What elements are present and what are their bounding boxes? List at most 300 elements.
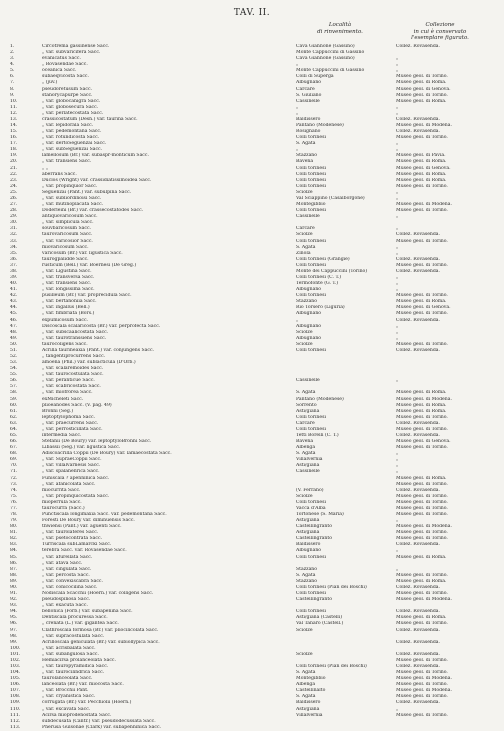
locality: Colli torinesi [296, 499, 326, 505]
species-name: „ var. transversa Sacc. [42, 274, 95, 280]
collection: Museo geol. di Modena. [396, 597, 452, 603]
figure-number: 53. [10, 360, 18, 366]
locality: Stazzano [296, 578, 318, 584]
species-name: „ var. subliordinoisi Sacc. [42, 195, 102, 201]
collection: „ [396, 469, 399, 475]
figure-number: 15. [10, 129, 18, 135]
species-name: antiquovaricosum Sacc. [42, 214, 98, 220]
figure-number: 69. [10, 457, 18, 463]
figure-number: 16. [10, 135, 18, 141]
species-name: „ Rovasendae Sacc. [42, 62, 88, 68]
species-name: expumicosum Sacc. [42, 317, 88, 323]
collection: Museo geol. di Roma. [396, 177, 447, 183]
species-name: „ var. transiens Sacc. [42, 281, 92, 287]
collection: Museo geol. di Torino. [396, 445, 448, 451]
locality: Cassinelle [296, 378, 320, 384]
species-name: intermedia Sacc. [42, 433, 82, 438]
collection: „ [396, 250, 399, 256]
figure-number: 59. [10, 396, 18, 402]
figure-number: 5. [10, 68, 15, 74]
locality: Villalvernia [296, 712, 323, 718]
figure-number: 40. [10, 281, 18, 287]
figure-number: 12. [10, 110, 18, 116]
species-name: Seguenzai (Pant.) var. subulpina Sacc. [42, 189, 132, 195]
figure-number: 83. [10, 542, 18, 548]
figure-number: 38. [10, 268, 18, 274]
collection: Museo geol. di Torino. [396, 712, 448, 718]
figure-number: 13. [10, 116, 18, 122]
collection: Museo geol. di Roma. [396, 98, 447, 104]
species-name: Bronni (Seg.) [42, 408, 74, 414]
locality: Pantano (Modenese) [296, 123, 344, 129]
locality: Sciolze [296, 329, 313, 335]
locality: Cassinelle [296, 98, 320, 104]
table-row [10, 725, 500, 731]
collection: Museo geol. di Torino. [396, 694, 448, 700]
figure-number: 97. [10, 627, 18, 633]
species-name: „ var. scalaremoides Sacc. [42, 366, 104, 372]
figure-number: 10. [10, 98, 18, 104]
collection: Museo geol. di Torino. [396, 238, 448, 244]
species-name: „ var. subSeguenzai Sacc. [42, 147, 103, 153]
locality: Sciolze [296, 232, 313, 238]
species-name: Turriscala subLamarcki Sacc. [42, 542, 112, 548]
collection: „ [396, 110, 399, 116]
figure-number: 65. [10, 433, 18, 438]
locality: „ [296, 147, 299, 153]
species-name: „ var. globosecura Sacc. [42, 104, 99, 110]
locality: Monte Cappuccini di Gassino [296, 68, 365, 74]
locality: Albugnano [296, 323, 322, 329]
collection: „ [396, 451, 399, 457]
species-name: „ var. varicosior Sacc. [42, 238, 93, 244]
locality: S. Agata [296, 694, 316, 700]
species-name: „ (juv.) [42, 80, 58, 86]
species-name: „ var. propinquicostata Sacc. [42, 493, 110, 499]
species-list [10, 44, 500, 731]
locality: Colli torinesi [296, 591, 326, 597]
species-name: „ var. percosta Sacc. [42, 572, 90, 578]
figure-number: 58. [10, 390, 18, 396]
figure-number: 45. [10, 311, 18, 317]
species-name: miocurrita Sacc. [42, 487, 81, 493]
collection: Museo geol. di Modena. [396, 524, 452, 530]
figure-number: 88. [10, 572, 18, 578]
locality: Zinola [296, 250, 311, 256]
species-name: exMicheleti Sacc. [42, 396, 84, 402]
locality: „ [296, 110, 299, 116]
locality: Rosignano [296, 129, 321, 135]
collection: Museo geol. di Roma. [396, 408, 447, 414]
species-name: evanicatus Sacc. [42, 56, 81, 62]
species-name: „ var. subscaalicostata Sacc. [42, 329, 109, 335]
figure-number: 93. [10, 603, 18, 609]
species-name: „ var. conicocilina Sacc. [42, 584, 98, 590]
species-name: „ var. cryanistica Sacc. [42, 694, 96, 700]
collection: Collez. Rovasenda. [396, 268, 441, 274]
figure-number: 109. [10, 700, 21, 706]
species-name: Funiscala ? apenninica Sacc. [42, 475, 110, 481]
collection: Museo geol. di Torino. [396, 293, 448, 299]
figure-number: 95. [10, 615, 18, 621]
locality: Asti/giana (Castelli) [296, 615, 343, 621]
locality: Colli torinesi [296, 238, 326, 244]
locality: Sciolze [296, 651, 313, 657]
species-name: „ var. taurotranssiens Sacc. [42, 335, 107, 341]
locality: Cassinelle [296, 469, 320, 475]
collection: Museo geol. di Torino. [396, 657, 448, 663]
figure-number: 60. [10, 402, 18, 408]
species-name: „ var. peranticue Sacc. [42, 378, 95, 384]
locality: Colli di Superga [296, 74, 334, 80]
species-name: „ var. taurocostulata Sacc. [42, 372, 104, 378]
collection: Museo geol. di Torino. [396, 572, 448, 578]
locality: Stazzano [296, 153, 318, 159]
figure-number: 72. [10, 475, 18, 481]
collection: „ [396, 287, 399, 293]
species-name: „ var. rotundicosta Sacc. [42, 135, 100, 141]
collection: „ [396, 335, 399, 341]
collection: „ [396, 329, 399, 335]
locality: Val Tanaro (Castell.) [296, 621, 344, 627]
figure-number: 105. [10, 676, 21, 682]
species-name: aberrans Sacc. [42, 171, 77, 177]
species-name: „ var. taurolateres Sacc. [42, 530, 99, 536]
figure-number: 103. [10, 663, 21, 669]
locality: Sciolze [296, 493, 313, 499]
locality: Colli torinesi [296, 165, 326, 171]
collection: Museo geol. di Torino. [396, 670, 448, 676]
locality: S. Giuliano [296, 92, 322, 98]
collection: Museo geol. di Torino. [396, 311, 448, 317]
species-name: Acirsa mioprodenostata Sacc. [42, 712, 112, 718]
locality: Colli torinesi [296, 135, 326, 141]
figure-number: 76. [10, 499, 18, 505]
figure-number: 52. [10, 353, 18, 359]
collection: Museo geol. di Torino. [396, 183, 448, 189]
locality: Carcare [296, 420, 315, 426]
figure-number: 29. [10, 214, 18, 220]
plate-title: TAV. II. [233, 8, 271, 18]
species-name: corrugata (Br.) var. Pecchiolii (Hoern.) [42, 700, 132, 706]
species-name: miovaricosum Sacc. [42, 244, 89, 250]
figure-number: 70. [10, 463, 18, 469]
species-name: Doderleini (Br.) var. crassecostatodes Sacc. [42, 208, 144, 214]
species-name: taurogpalidde Sacc. [42, 256, 89, 262]
species-name: souvbaricosum Sacc. [42, 226, 91, 232]
collection: Collez. Rovasenda. [396, 663, 441, 669]
locality: Colli torinesi [296, 609, 326, 615]
locality: Colli torinesi (Pian dei Boschi) [296, 663, 367, 669]
collection-header: Collezione in cui è conservato l'esemplare figurato. [411, 22, 469, 41]
locality: Sciolze [296, 189, 313, 195]
species-name: pseudospinosa Sacc. [42, 597, 91, 603]
locality: Colli torinesi [296, 347, 326, 353]
figure-number: 46. [10, 317, 18, 323]
locality: Stazzano [296, 299, 318, 305]
figure-number: 100. [10, 645, 21, 651]
collection: Museo geol. di Modena. [396, 123, 452, 129]
figure-number: 68. [10, 451, 18, 457]
species-name: subdecusata (Cantr.) var. pseudodecussata Sacc. [42, 718, 156, 724]
collection: Collez. Rovasenda. [396, 487, 441, 493]
species-name: Adiscoacrilla Coppii (De Boury) var. lamaecostata Sacc. [42, 451, 172, 457]
figure-number: 77. [10, 505, 18, 511]
locality: Castellinalto [296, 688, 326, 694]
locality: Val Sciappino (Casalborgone) [296, 195, 365, 201]
figure-number: 67. [10, 445, 18, 451]
locality: Baldissero [296, 542, 321, 548]
species-name: „ var. bertanoniia Sacc. [42, 299, 97, 305]
locality: Colli torinesi (Grangie) [296, 256, 350, 262]
locality: Baldissero [296, 116, 321, 122]
species-name: Stefanii (De Boury) var. leptoptyloBronni Sacc. [42, 439, 152, 445]
figure-number: 8. [10, 86, 15, 92]
species-name: Dentiscala procuressa Sacc. [42, 615, 108, 621]
locality: S. Agata [296, 572, 316, 578]
collection: Museo geol. di Torino. [396, 262, 448, 268]
species-name: „ var. convexiscabra Sacc. [42, 578, 103, 584]
species-name: „ var. subangulosa Sacc. [42, 651, 99, 657]
figure-number: 49. [10, 335, 18, 341]
figure-number: 62. [10, 414, 18, 420]
species-name: „ var. supracostulata Sacc. [42, 633, 105, 639]
collection: Museo geol. di Roma. [396, 171, 447, 177]
locality: Cava Giannone (Gassino) [296, 44, 355, 49]
collection: „ [396, 281, 399, 287]
figure-number: 110. [10, 706, 21, 712]
species-name: taurovaricosum Sacc. [42, 232, 93, 238]
locality: Sorrento [296, 402, 317, 408]
locality: Termofonte (G. T.) [296, 281, 339, 287]
species-name: Punctiscala longimaxia Sacc. var. pedemontana Sacc. [42, 512, 167, 518]
figure-number: 6. [10, 74, 15, 80]
locality: S. Agata [296, 390, 316, 396]
collection: Museo geol. di Torino. [396, 426, 448, 432]
figure-number: 101. [10, 651, 21, 657]
collection: Collez. Rovasenda. [396, 317, 441, 323]
collection: „ [396, 104, 399, 110]
locality: Tortonese (S. Maria) [296, 512, 344, 518]
figure-number: 35. [10, 250, 18, 256]
figure-number: 54. [10, 366, 18, 372]
collection: Collez. Rovasenda. [396, 433, 441, 438]
species-name: Pherusa Gulsonae (Clark) var. subapenninica Sacc. [42, 724, 161, 730]
locality: Colli torinesi (C. T.) [296, 274, 342, 280]
collection: Museo geol. di Torino. [396, 591, 448, 597]
species-name: „ var. transiens Sacc. [42, 159, 92, 165]
species-name: „ var. Brocchii Pant. [42, 688, 89, 694]
locality: Cava Giannone (Gassino) [296, 56, 355, 62]
locality: Colli torinesi [296, 262, 326, 268]
species-name: „ var. simplicula Sacc. [42, 220, 94, 226]
figure-number: 19. [10, 153, 18, 159]
species-name: lamellosum (Br.) var. subaspr-monticum Sacc. [42, 153, 149, 159]
figure-number: 98. [10, 633, 18, 639]
figure-number: 96. [10, 621, 18, 627]
locality: S. Agata [296, 670, 316, 676]
species-name: oceanica Sacc. [42, 68, 77, 74]
figure-number: 27. [10, 202, 18, 208]
figure-number: 78. [10, 512, 18, 518]
species-name: subaeqvicosta Sacc. [42, 74, 89, 80]
collection: „ [396, 566, 399, 572]
figure-number: 82. [10, 536, 18, 542]
species-name: „ var. villalvarnesis Sacc. [42, 463, 101, 469]
species-name: „ var. pedemontana Sacc. [42, 129, 102, 135]
collection: Collez. Rovasenda. [396, 256, 441, 262]
collection: „ [396, 195, 399, 201]
collection: Museo geol. di Roma. [396, 390, 447, 396]
locality: Villalvernia [296, 457, 323, 463]
collection: Museo geol. di Torino. [396, 512, 448, 518]
locality: Colli torinesi [296, 183, 326, 189]
collection: Collez. Rovasenda. [396, 44, 441, 49]
figure-number: 91. [10, 591, 18, 597]
figure-number: 26. [10, 195, 18, 201]
locality: Carcare [296, 86, 315, 92]
species-name: Duclos (Wright) var. crassidiatissimoidea Sacc. [42, 177, 152, 183]
species-name: „ var. acrisbalata Sacc. [42, 645, 96, 651]
species-name: „ var. ingallus (Bell.) [42, 305, 90, 311]
figure-number: 14. [10, 123, 18, 129]
locality: Albugnano [296, 287, 322, 293]
figure-number: 20. [10, 159, 18, 165]
species-name: Libassii (Seg.) var. ligustica Sacc. [42, 445, 121, 451]
locality: Albugnano [296, 335, 322, 341]
species-name: crassicostatum (Desh.) var. taurina Sacc. [42, 116, 138, 122]
locality: Montegibbio [296, 676, 326, 682]
figure-number: 89. [10, 578, 18, 584]
figure-number: 104. [10, 670, 21, 676]
collection: Museo geol. di Roma. [396, 615, 447, 621]
species-name: „ var. psetocontrata Sacc. [42, 536, 103, 542]
locality: Albenga [296, 445, 316, 451]
locality: Sciolze [296, 341, 313, 347]
locality: Albugnano [296, 311, 322, 317]
collection: „ [396, 323, 399, 329]
figure-number: 23. [10, 177, 18, 183]
figure-number: 50. [10, 341, 18, 347]
figure-number: 51. [10, 347, 18, 353]
species-name: „ var. afanicolata Sacc. [42, 481, 96, 487]
collection: Museo geol. di Genova. [396, 86, 451, 92]
figure-number: 63. [10, 420, 18, 426]
collection: Collez. Rovasenda. [396, 129, 441, 135]
species-name: „ var. subvaricifera Sacc. [42, 50, 101, 56]
collection: Collez. Rovasenda. [396, 700, 441, 706]
collection: Museo geol. di Torino. [396, 505, 448, 511]
locality: Pantano (Modenese) [296, 396, 344, 402]
collection: Museo geol. di Genova. [396, 305, 451, 311]
species-name: „ var. miofrorea Sacc. [42, 390, 93, 396]
collection: „ [396, 62, 399, 68]
locality: Albugnano [296, 80, 322, 86]
collection: Collez. Rovasenda. [396, 420, 441, 426]
figure-number: 81. [10, 530, 18, 536]
locality: S. Agata [296, 451, 316, 457]
species-name: taurocoligens Sacc. [42, 341, 88, 347]
collection: Museo geol. di Torino. [396, 493, 448, 499]
figure-number: 39. [10, 274, 18, 280]
species-name: „ var. taurocilindrica Sacc. [42, 670, 105, 676]
collection: Museo geol. di Modena. [396, 688, 452, 694]
collection: Museo geol. di Torino. [396, 530, 448, 536]
figure-number: 111. [10, 712, 21, 718]
collection: „ [396, 706, 399, 712]
figure-number: 37. [10, 262, 18, 268]
collection: Collez. Rovasenda. [396, 627, 441, 633]
figure-number: 48. [10, 329, 18, 335]
collection: Museo geol. di Torino. [396, 481, 448, 487]
locality: Monte dei Cappuccini (Torino) [296, 268, 368, 274]
locality: Baldissero [296, 700, 321, 706]
collection: „ [396, 141, 399, 147]
locality: Colli torinesi [296, 414, 326, 420]
collection: Museo geol. di Torino. [396, 208, 448, 214]
collection: „ [396, 274, 399, 280]
locality: Colli torinesi [296, 554, 326, 560]
figure-number: 33. [10, 238, 18, 244]
species-name: taurolanceolata Sacc. [42, 676, 93, 682]
figure-number: 75. [10, 493, 18, 499]
figure-number: 21. [10, 165, 18, 171]
species-name: „ var. atava Sacc. [42, 560, 83, 566]
figure-number: 9. [10, 92, 15, 98]
locality: Colli torinesi [296, 171, 326, 177]
collection: Collez. Rovasenda. [396, 542, 441, 548]
species-name: Hemiacirsa prolanceolata Sacc. [42, 657, 116, 663]
species-name: „ var. dertoSeguenzai Sacc. [42, 141, 107, 147]
collection: Museo geol. di Modena. [396, 676, 452, 682]
locality: S. Agata [296, 141, 316, 147]
figure-number: 25. [10, 189, 18, 195]
species-name: Acrilloscala geniculata (Br.) var. subiollypica Sacc. [42, 639, 160, 645]
species-name: bellonica (Forb.) var. subapenina Sacc. [42, 609, 133, 615]
species-name: pseudoretusum Sacc. [42, 86, 93, 92]
locality: Colli torinesi [296, 177, 326, 183]
collection: „ [396, 548, 399, 554]
locality: Bavena [296, 439, 314, 445]
figure-number: 74. [10, 487, 18, 493]
figure-number: 99. [10, 639, 18, 645]
figure-number: 94. [10, 609, 18, 615]
collection: Museo geol. di Torino. [396, 499, 448, 505]
locality: Colli torinesi [296, 293, 326, 299]
collection: Museo geol. di Roma. [396, 475, 447, 481]
figure-number: 22. [10, 171, 18, 177]
species-name: „ var. excavata Sacc. [42, 706, 91, 712]
locality: Vacca d'Alba [296, 505, 326, 511]
collection: „ [396, 518, 399, 524]
species-name: Clathroscala formosa (Br.) var. pliocilicolata Sacc. [42, 627, 159, 633]
species-name: mioperrula Sacc. [42, 499, 82, 505]
locality: „ [296, 62, 299, 68]
figure-number: 2. [10, 50, 15, 56]
species-name: „ var. mutinoplacata Sacc. [42, 202, 104, 208]
species-name: Foresti De Boury var. diminuensis Sacc. [42, 518, 135, 524]
locality: Albenga [296, 682, 316, 688]
locality-header: Località di rinvenimento. [317, 22, 363, 35]
collection: Collez. Rovasenda. [396, 639, 441, 645]
locality: (V. Ferrano) [296, 487, 324, 493]
figure-number: 113. [10, 724, 21, 730]
figure-number: 32. [10, 232, 18, 238]
figure-number: 1. [10, 44, 15, 49]
species-name: varicosum (Br.) var. ligustica Sacc. [42, 250, 123, 256]
species-name: Acrilla taurineaxia (Pant.) var. conjungens Sacc. [42, 347, 155, 353]
collection: Museo geol. di Torino. [396, 536, 448, 542]
